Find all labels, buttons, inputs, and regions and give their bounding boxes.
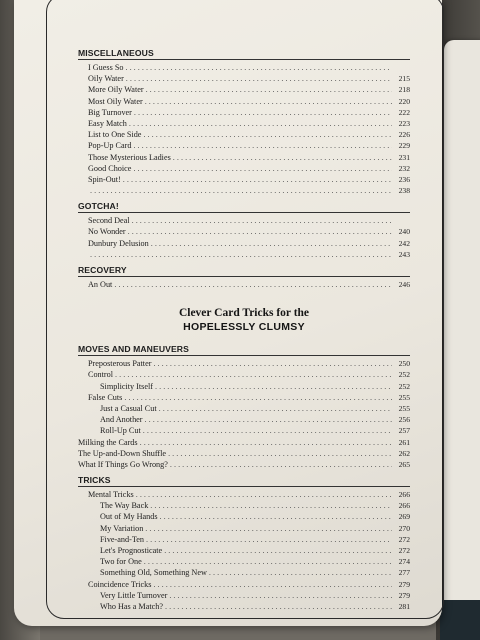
dot-leader bbox=[173, 152, 392, 163]
section-title: MISCELLANEOUS bbox=[78, 48, 154, 58]
toc-entry-page: 226 bbox=[398, 130, 410, 140]
dot-leader bbox=[159, 403, 392, 414]
section-title: MOVES AND MANEUVERS bbox=[78, 344, 189, 355]
dot-leader bbox=[160, 511, 392, 522]
section-rule bbox=[78, 355, 410, 356]
toc-entry-page: 242 bbox=[398, 238, 410, 248]
toc-entry bbox=[78, 579, 410, 590]
dot-leader bbox=[169, 590, 392, 601]
toc-entry bbox=[78, 107, 410, 118]
dot-leader bbox=[146, 84, 392, 95]
toc-entry-page: 250 bbox=[398, 359, 410, 369]
section-title: RECOVERY bbox=[78, 265, 127, 275]
dot-leader bbox=[145, 523, 392, 534]
dot-leader bbox=[209, 567, 392, 578]
toc-entry-label: Easy Match bbox=[88, 118, 127, 128]
dot-leader bbox=[124, 392, 392, 403]
dot-leader bbox=[170, 459, 392, 470]
toc-entry-page: 266 bbox=[398, 490, 410, 500]
toc-entry-page: 279 bbox=[398, 579, 410, 589]
toc-entry bbox=[78, 489, 410, 500]
toc-entry-label: I Guess So bbox=[88, 63, 124, 72]
toc-entry-page: 257 bbox=[398, 426, 410, 436]
toc-entry-page: 256 bbox=[398, 415, 410, 425]
toc-entry bbox=[78, 556, 410, 567]
dot-leader bbox=[125, 62, 392, 73]
toc-entry bbox=[78, 62, 410, 73]
section-rule bbox=[78, 276, 410, 277]
dot-leader bbox=[134, 107, 392, 118]
toc-entry-label: Oily Water bbox=[88, 74, 124, 84]
toc-entry-label: Spin-Out! bbox=[88, 174, 121, 184]
toc-entry-page: 218 bbox=[398, 85, 410, 95]
toc-entry-page: 232 bbox=[398, 163, 410, 173]
toc-entry bbox=[78, 437, 410, 448]
part-heading-line2: HOPELESSLY CLUMSY bbox=[183, 321, 305, 334]
toc-entry-page: 266 bbox=[398, 501, 410, 511]
toc-entry bbox=[78, 249, 410, 260]
toc-entry-label: And Another bbox=[100, 415, 143, 425]
toc-entry bbox=[78, 601, 410, 612]
toc-entry-page: 220 bbox=[398, 96, 410, 106]
toc-entry-page: 252 bbox=[398, 370, 410, 380]
toc-entry-label: Very Little Turnover bbox=[100, 590, 168, 600]
toc-entry-label: Five-and-Ten bbox=[100, 534, 144, 544]
toc-entry-page: 222 bbox=[398, 107, 410, 117]
dot-leader bbox=[164, 545, 392, 556]
toc-entry bbox=[78, 369, 410, 380]
toc-entry bbox=[78, 358, 410, 369]
dot-leader bbox=[145, 96, 392, 107]
toc-entry bbox=[78, 215, 410, 226]
toc-entry bbox=[78, 129, 410, 140]
toc-entry-label: Roll-Up Cut bbox=[100, 426, 141, 436]
toc-entry-label: List to One Side bbox=[88, 130, 142, 140]
section-rule bbox=[78, 59, 410, 60]
part-heading bbox=[78, 306, 410, 334]
toc-entry-page: 255 bbox=[398, 392, 410, 402]
section-title: GOTCHA! bbox=[78, 201, 119, 212]
dot-leader bbox=[146, 534, 392, 545]
toc-entry bbox=[78, 545, 410, 556]
toc-entry bbox=[78, 84, 410, 95]
dot-leader bbox=[168, 448, 392, 459]
toc-entry bbox=[78, 226, 410, 237]
dot-leader bbox=[155, 381, 392, 392]
dot-leader bbox=[126, 73, 392, 84]
toc-entry-page: 215 bbox=[398, 74, 410, 84]
toc-entry bbox=[78, 96, 410, 107]
toc-entry-page: 229 bbox=[398, 141, 410, 151]
toc-entry-label: Dunbury Delusion bbox=[88, 238, 149, 248]
toc-entry bbox=[78, 523, 410, 534]
dot-leader bbox=[151, 238, 392, 249]
toc-entry bbox=[78, 414, 410, 425]
toc-entry-page: 272 bbox=[398, 534, 410, 544]
toc-entry-label: Second Deal bbox=[88, 216, 130, 226]
toc-entry-label: Just a Casual Cut bbox=[100, 403, 157, 413]
toc-entry-label: Two for One bbox=[100, 557, 142, 567]
section-rule bbox=[78, 486, 410, 487]
toc-entry-label: Something Old, Something New bbox=[100, 568, 207, 578]
toc-entry-page: 279 bbox=[398, 590, 410, 600]
toc-entry-label: Good Choice bbox=[88, 163, 132, 173]
dot-leader bbox=[133, 163, 392, 174]
toc-entry-page: 269 bbox=[398, 512, 410, 522]
dot-leader bbox=[132, 215, 392, 226]
toc-entry-label: Preposterous Patter bbox=[88, 359, 152, 369]
toc-entry-label: Milking the Cards bbox=[78, 437, 138, 447]
toc-entry-page: 265 bbox=[398, 459, 410, 469]
dot-leader bbox=[143, 425, 392, 436]
toc-entry bbox=[78, 174, 410, 185]
toc-entry bbox=[78, 118, 410, 129]
toc-entry bbox=[78, 163, 410, 174]
toc-entry-label: Let's Prognosticate bbox=[100, 546, 163, 555]
toc-entry-page: 231 bbox=[398, 152, 410, 162]
toc-entry-label: The Way Back bbox=[100, 501, 149, 511]
dot-leader bbox=[145, 414, 392, 425]
dot-leader bbox=[115, 369, 392, 380]
toc-entry-label: An Out bbox=[88, 280, 113, 289]
toc-entry-page: 238 bbox=[398, 186, 410, 196]
toc-entry-page: 223 bbox=[398, 118, 410, 128]
part-heading-line1: Clever Card Tricks for the bbox=[178, 307, 310, 320]
dot-leader bbox=[136, 489, 392, 500]
dot-leader bbox=[133, 140, 392, 151]
toc-entry-page: 255 bbox=[398, 403, 410, 413]
toc-entry-label: Simplicity Itself bbox=[100, 381, 153, 391]
dot-leader bbox=[114, 279, 392, 290]
toc-entry-page: 270 bbox=[398, 523, 410, 533]
toc-entry-label: Who Has a Match? bbox=[100, 601, 163, 611]
toc-entry bbox=[78, 392, 410, 403]
dot-leader bbox=[90, 249, 392, 260]
toc-entry-page: 240 bbox=[398, 227, 410, 237]
toc-entry-page: 252 bbox=[398, 381, 410, 391]
toc-entry-page: 274 bbox=[398, 557, 410, 567]
background-surface bbox=[440, 600, 480, 640]
toc-entry-page: 261 bbox=[398, 437, 410, 447]
toc-entry-page: 277 bbox=[398, 568, 410, 578]
section-title: TRICKS bbox=[78, 475, 111, 486]
toc-entry bbox=[78, 140, 410, 151]
toc-entry bbox=[78, 152, 410, 163]
toc-entry-label: Out of My Hands bbox=[100, 512, 158, 522]
toc-entry-label: What If Things Go Wrong? bbox=[78, 459, 168, 469]
dot-leader bbox=[144, 556, 392, 567]
toc-entry-label: False Cuts bbox=[88, 392, 123, 402]
toc-entry-page: 236 bbox=[398, 174, 410, 184]
dot-leader bbox=[165, 601, 392, 612]
toc-entry-label: Mental Tricks bbox=[88, 490, 134, 500]
toc-entry bbox=[78, 500, 410, 511]
toc-entry-label: Those Mysterious Ladies bbox=[88, 152, 171, 162]
toc-entry bbox=[78, 279, 410, 290]
dot-leader bbox=[153, 358, 392, 369]
dot-leader bbox=[90, 185, 392, 196]
toc-entry bbox=[78, 567, 410, 578]
toc-entry bbox=[78, 590, 410, 601]
dot-leader bbox=[129, 118, 392, 129]
toc-entry-label: Big Turnover bbox=[88, 107, 132, 117]
adjacent-page bbox=[444, 40, 480, 640]
toc-entry bbox=[78, 73, 410, 84]
table-of-contents bbox=[78, 46, 410, 612]
toc-entry-label: The Up-and-Down Shuffle bbox=[78, 448, 167, 458]
toc-entry-label: More Oily Water bbox=[88, 85, 144, 95]
toc-entry-label: Most Oily Water bbox=[88, 96, 143, 106]
toc-entry-page: 243 bbox=[398, 249, 410, 259]
toc-entry-label: Coincidence Tricks bbox=[88, 579, 152, 589]
toc-entry-label: No Wonder bbox=[88, 227, 126, 237]
toc-entry bbox=[78, 381, 410, 392]
toc-entry-page: 272 bbox=[398, 546, 410, 555]
toc-entry bbox=[78, 448, 410, 459]
toc-entry-label: My Variation bbox=[100, 523, 144, 533]
toc-entry bbox=[78, 185, 410, 196]
toc-entry bbox=[78, 425, 410, 436]
dot-leader bbox=[128, 226, 392, 237]
section-rule bbox=[78, 212, 410, 213]
toc-entry bbox=[78, 238, 410, 249]
dot-leader bbox=[150, 500, 392, 511]
dot-leader bbox=[140, 437, 392, 448]
toc-entry-page: 262 bbox=[398, 448, 410, 458]
toc-entry-page: 246 bbox=[398, 280, 410, 289]
toc-entry bbox=[78, 534, 410, 545]
dot-leader bbox=[123, 174, 392, 185]
toc-entry bbox=[78, 403, 410, 414]
toc-entry-label: Pop-Up Card bbox=[88, 141, 132, 151]
toc-entry-label: Control bbox=[88, 370, 114, 380]
toc-entry-page: 281 bbox=[398, 601, 410, 611]
dot-leader bbox=[143, 129, 392, 140]
dot-leader bbox=[153, 579, 392, 590]
toc-entry bbox=[78, 511, 410, 522]
toc-entry bbox=[78, 459, 410, 470]
